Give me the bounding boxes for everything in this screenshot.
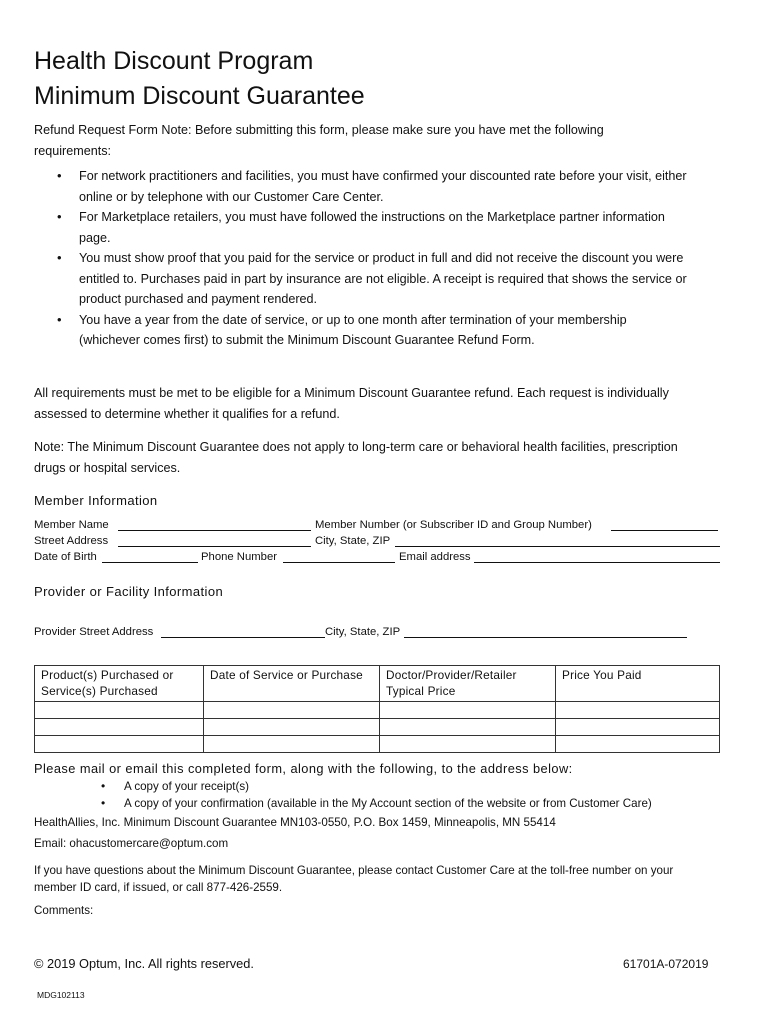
table-cell[interactable] <box>35 719 204 736</box>
list-item <box>34 248 754 310</box>
comments-label: Comments: <box>34 904 94 917</box>
table-row <box>35 702 720 719</box>
table-cell[interactable] <box>204 736 380 753</box>
email-field[interactable] <box>474 551 720 563</box>
header-line: Price You Paid <box>562 668 642 682</box>
list-item-line: • For Marketplace retailers, you must have followed the instructions on the Marketplace partner information <box>79 210 665 224</box>
table-cell[interactable] <box>204 702 380 719</box>
member-number-field[interactable] <box>611 519 718 531</box>
header-line: Product(s) Purchased or <box>41 668 174 682</box>
table-cell[interactable] <box>204 719 380 736</box>
paragraph-line: If you have questions about the Minimum Discount Guarantee, please contact Customer Care at the toll-free number on your <box>34 864 674 877</box>
intro-note-line: Refund Request Form Note: Before submitting this form, please make sure you have met the following <box>34 123 604 137</box>
dob-field[interactable] <box>102 551 198 563</box>
list-item-line: page. <box>79 230 111 245</box>
phone-field[interactable] <box>283 551 395 563</box>
table-row <box>35 736 720 753</box>
list-item <box>34 207 754 248</box>
page-subtitle: Minimum Discount Guarantee <box>34 82 365 110</box>
table-cell[interactable] <box>35 736 204 753</box>
city-state-zip-field[interactable] <box>395 535 720 547</box>
paragraph-line: assessed to determine whether it qualifies for a refund. <box>34 406 340 421</box>
member-info-heading: Member Information <box>34 493 158 508</box>
table-cell[interactable] <box>556 736 720 753</box>
list-item-line: entitled to. Purchases paid in part by insurance are not eligible. A receipt is required that shows the service or <box>79 271 687 286</box>
provider-row <box>34 626 724 640</box>
list-item-line: product purchased and payment rendered. <box>79 292 318 306</box>
street-address-field[interactable] <box>118 535 311 547</box>
purchase-table <box>34 665 720 753</box>
page-title: Health Discount Program <box>34 47 314 75</box>
provider-street-field[interactable] <box>161 626 325 638</box>
table-cell[interactable] <box>556 719 720 736</box>
list-item-line: • You have a year from the date of service, or up to one month after termination of your membership <box>79 312 627 327</box>
list-item: • A copy of your confirmation (available in the My Account section of the website or from Customer Care) <box>34 795 754 812</box>
intro-note <box>34 120 734 161</box>
member-row-2 <box>34 535 724 549</box>
paragraph-line: All requirements must be met to be eligible for a Minimum Discount Guarantee refund. Each request is individually <box>34 386 669 400</box>
requirements-paragraph <box>34 383 744 424</box>
header-line: Date of Service or Purchase <box>210 668 363 682</box>
phone-label: Phone Number <box>201 551 277 563</box>
table-cell[interactable] <box>380 702 556 719</box>
paragraph-line: member ID card, if issued, or call 877-426-2559. <box>34 881 283 894</box>
exclusion-note <box>34 437 744 478</box>
mailing-address: HealthAllies, Inc. Minimum Discount Guarantee MN103-0550, P.O. Box 1459, Minneapolis, MN 55414 <box>34 816 556 829</box>
header-line: Service(s) Purchased <box>41 684 158 698</box>
list-item-line: • You must show proof that you paid for the service or product in full and did not receive the discount you were <box>79 251 684 265</box>
requirements-list <box>34 166 754 351</box>
member-name-label: Member Name <box>34 519 109 531</box>
table-cell[interactable] <box>380 736 556 753</box>
doc-code: MDG102113 <box>37 990 85 1000</box>
copyright-text: © 2019 Optum, Inc. All rights reserved. <box>34 956 254 971</box>
table-cell[interactable] <box>556 702 720 719</box>
provider-street-label: Provider Street Address <box>34 626 154 638</box>
column-header-date <box>204 666 380 702</box>
email-label: Email address <box>399 551 471 563</box>
column-header-typical-price <box>380 666 556 702</box>
city-state-zip-label: City, State, ZIP <box>315 535 391 547</box>
list-item <box>34 166 754 207</box>
paragraph-line: drugs or hospital services. <box>34 460 181 475</box>
member-number-label: Member Number (or Subscriber ID and Group Number) <box>315 519 592 531</box>
column-header-price-paid <box>556 666 720 702</box>
table-row <box>35 719 720 736</box>
provider-city-field[interactable] <box>404 626 687 638</box>
provider-city-label: City, State, ZIP <box>325 626 401 638</box>
mailing-items-list <box>34 778 754 812</box>
list-item-line: (whichever comes first) to submit the Minimum Discount Guarantee Refund Form. <box>79 333 535 347</box>
dob-label: Date of Birth <box>34 551 97 563</box>
column-header-product <box>35 666 204 702</box>
form-number: 61701A-072019 <box>623 957 709 971</box>
header-line: Doctor/Provider/Retailer <box>386 668 517 682</box>
questions-paragraph <box>34 862 754 896</box>
list-item-line: • For network practitioners and facilities, you must have confirmed your discounted rate before your visit, either <box>79 169 687 183</box>
list-item <box>34 310 754 351</box>
table-header-row <box>35 666 720 702</box>
header-line: Typical Price <box>386 684 456 698</box>
table-cell[interactable] <box>35 702 204 719</box>
intro-note-line: requirements: <box>34 143 111 158</box>
member-name-field[interactable] <box>118 519 311 531</box>
list-item-line: online or by telephone with our Customer Care Center. <box>79 189 384 204</box>
list-item: • A copy of your receipt(s) <box>34 778 754 795</box>
street-address-label: Street Address <box>34 535 109 547</box>
member-row-3 <box>34 551 724 565</box>
contact-email: Email: ohacustomercare@optum.com <box>34 837 229 850</box>
paragraph-line: Note: The Minimum Discount Guarantee does not apply to long-term care or behavioral health facilities, prescription <box>34 440 678 454</box>
member-row-1 <box>34 519 724 533</box>
provider-info-heading: Provider or Facility Information <box>34 584 224 599</box>
table-cell[interactable] <box>380 719 556 736</box>
mailing-heading: Please mail or email this completed form, along with the following, to the address below: <box>34 761 573 776</box>
